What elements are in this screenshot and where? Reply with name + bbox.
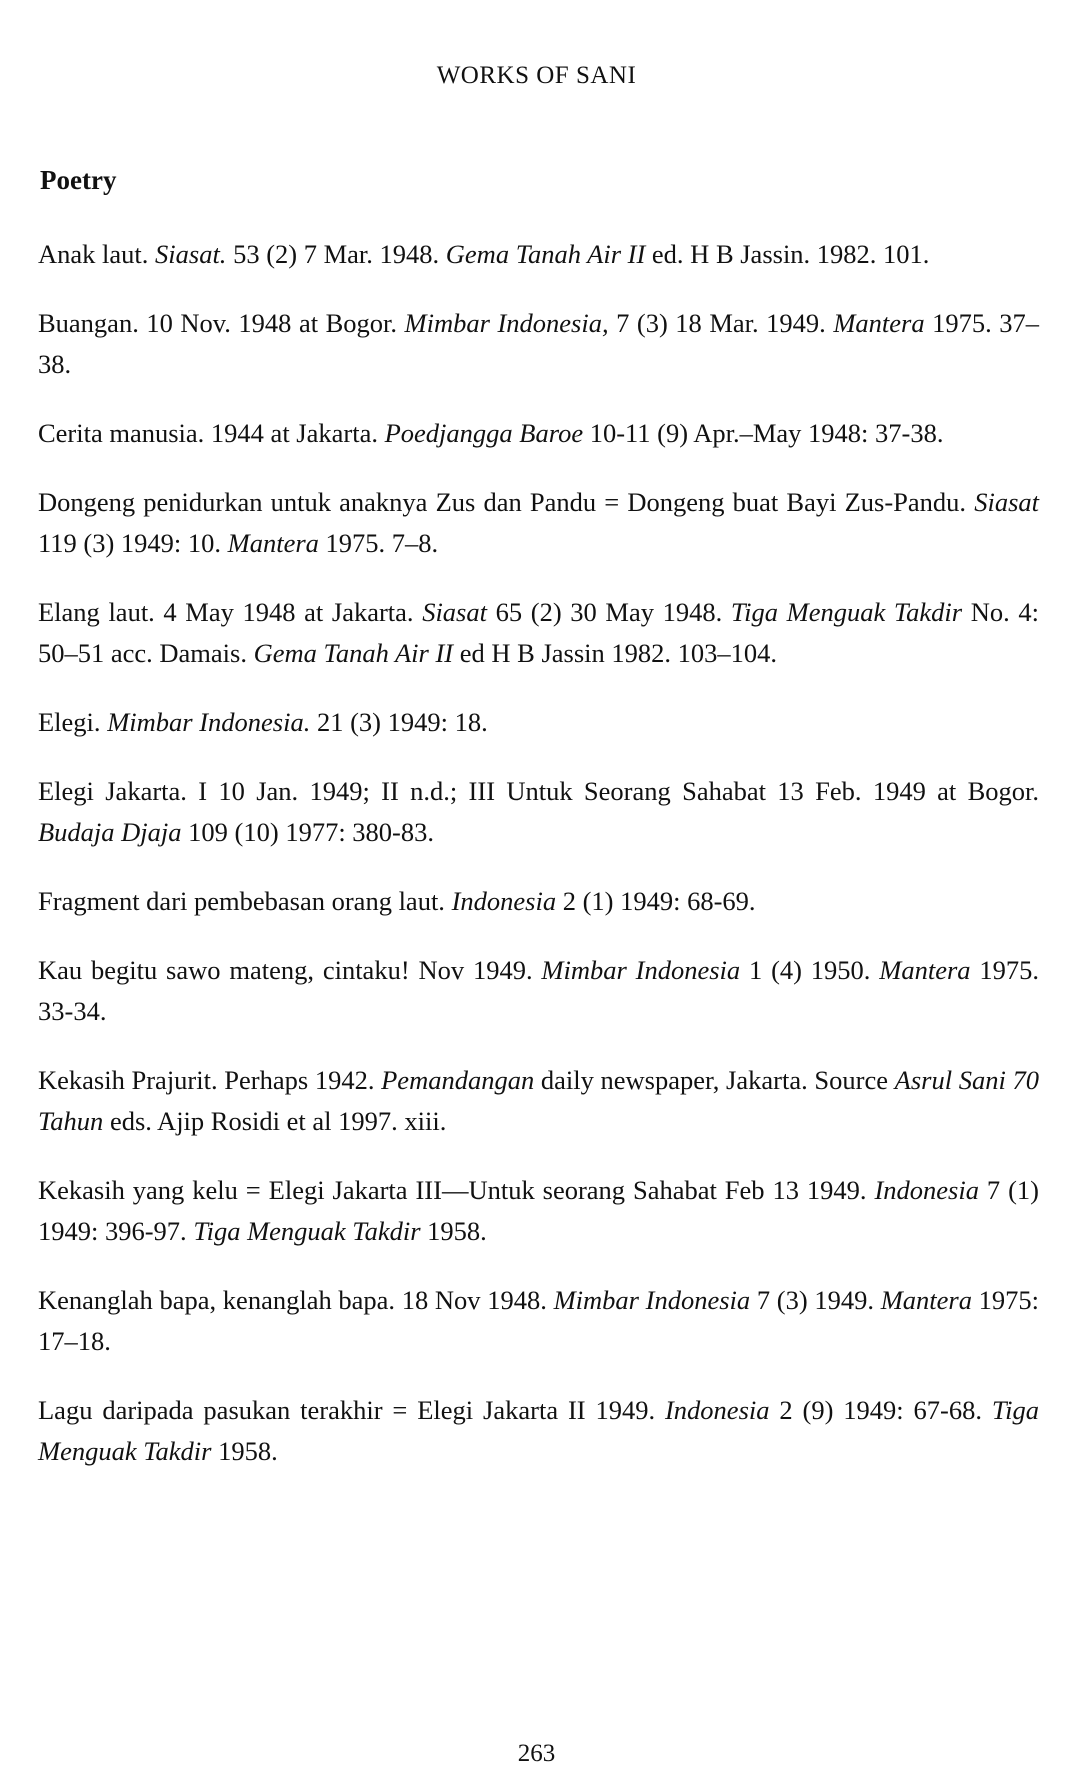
text-run: Kenanglah bapa, kenanglah bapa. 18 Nov 1948. [38, 1285, 554, 1315]
text-run: 7 (3) 18 Mar. 1949. [608, 308, 834, 338]
bibliography-entry [38, 592, 1039, 674]
text-run: 1975. 37–38. [38, 308, 1039, 379]
bibliography-entry [38, 413, 1039, 454]
text-run: 7 (1) 1949: 396-97. [38, 1175, 1039, 1246]
italic-title-run: Siasat. [155, 239, 227, 269]
bibliography-list [38, 234, 1039, 1500]
text-run: No. 4: 50–51 acc. Damais. [38, 597, 1039, 668]
text-run: Cerita manusia. 1944 at Jakarta. [38, 418, 385, 448]
italic-title-run: Pemandangan [381, 1065, 535, 1095]
bibliography-entry [38, 1280, 1039, 1362]
text-run: 2 (9) 1949: 67-68. [769, 1395, 992, 1425]
italic-title-run: Gema Tanah Air II [445, 239, 646, 269]
text-run: 10-11 (9) Apr.–May 1948: 37-38. [583, 418, 944, 448]
italic-title-run: Asrul Sani 70 Tahun [38, 1065, 1039, 1136]
text-run: 109 (10) 1977: 380-83. [181, 817, 435, 847]
text-run: Kekasih Prajurit. Perhaps 1942. [38, 1065, 382, 1095]
bibliography-entry [38, 1170, 1039, 1252]
text-run: 1975: 17–18. [38, 1285, 1040, 1356]
italic-title-run: Tiga Menguak Takdir [193, 1216, 421, 1246]
italic-title-run: Budaja Djaja [38, 817, 182, 847]
text-run: Lagu daripada pasukan terakhir = Elegi Jakarta II 1949. [38, 1395, 665, 1425]
text-run: Fragment dari pembebasan orang laut. [38, 886, 452, 916]
italic-title-run: Tiga Menguak Takdir [730, 597, 963, 627]
text-run: Kau begitu sawo mateng, cintaku! Nov 1949. [38, 955, 542, 985]
text-run: Elegi. [38, 707, 108, 737]
bibliography-entry [38, 881, 1039, 922]
text-run: daily newspaper, Jakarta. Source [534, 1065, 895, 1095]
text-run: 1 (4) 1950. [740, 955, 880, 985]
italic-title-run: Mimbar Indonesia [541, 955, 741, 985]
italic-title-run: Siasat [974, 487, 1039, 517]
italic-title-run: Mantera [879, 955, 971, 985]
bibliography-entry [38, 1060, 1039, 1142]
running-header: WORKS OF SANI [436, 62, 637, 89]
text-run: 1975. 33-34. [38, 955, 1040, 1026]
italic-title-run: Mantera [833, 308, 925, 338]
text-run: Kekasih yang kelu = Elegi Jakarta III—Untuk seorang Sahabat Feb 13 1949. [38, 1175, 875, 1205]
bibliography-entry [38, 234, 1039, 275]
text-run: eds. Ajip Rosidi et al 1997. xiii. [103, 1106, 447, 1136]
bibliography-entry [38, 771, 1039, 853]
text-run: Elegi Jakarta. I 10 Jan. 1949; II n.d.; III Untuk Seorang Sahabat 13 Feb. 1949 at Bogor. [38, 776, 1039, 806]
italic-title-run: Mantera [880, 1285, 972, 1315]
italic-title-run: Indonesia [874, 1175, 979, 1205]
bibliography-entry [38, 702, 1039, 743]
text-run: 119 (3) 1949: 10. [38, 528, 228, 558]
text-run: Buangan. 10 Nov. 1948 at Bogor. [38, 308, 405, 338]
page-number: 263 [517, 1740, 556, 1767]
text-run: Elang laut. 4 May 1948 at Jakarta. [38, 597, 423, 627]
text-run: 1975. 7–8. [318, 528, 439, 558]
text-run: 1958. [211, 1436, 278, 1466]
text-run: 1958. [420, 1216, 487, 1246]
italic-title-run: Siasat [422, 597, 487, 627]
italic-title-run: Gema Tanah Air II [253, 638, 454, 668]
text-run: Anak laut. [38, 239, 156, 269]
italic-title-run: Mimbar Indonesia [553, 1285, 751, 1315]
text-run: ed. H B Jassin. 1982. 101. [645, 239, 930, 269]
italic-title-run: Indonesia [664, 1395, 770, 1425]
text-run: ed H B Jassin 1982. 103–104. [453, 638, 778, 668]
text-run: Dongeng penidurkan untuk anaknya Zus dan Pandu = Dongeng buat Bayi Zus-Pandu. [38, 487, 975, 517]
text-run: 2 (1) 1949: 68-69. [556, 886, 756, 916]
text-run: 7 (3) 1949. [750, 1285, 881, 1315]
italic-title-run: Mantera [227, 528, 319, 558]
italic-title-run: Indonesia [451, 886, 557, 916]
italic-title-run: Poedjangga Baroe [384, 418, 584, 448]
italic-title-run: Mimbar Indonesia, [404, 308, 609, 338]
text-run: 21 (3) 1949: 18. [310, 707, 488, 737]
bibliography-entry [38, 950, 1039, 1032]
bibliography-entry [38, 1390, 1039, 1472]
italic-title-run: Tiga Menguak Takdir [38, 1395, 1039, 1466]
section-heading: Poetry [40, 165, 117, 195]
text-run: 65 (2) 30 May 1948. [486, 597, 731, 627]
bibliography-entry [38, 303, 1039, 385]
italic-title-run: Mimbar Indonesia. [107, 707, 311, 737]
text-run: 53 (2) 7 Mar. 1948. [226, 239, 446, 269]
bibliography-entry [38, 482, 1039, 564]
